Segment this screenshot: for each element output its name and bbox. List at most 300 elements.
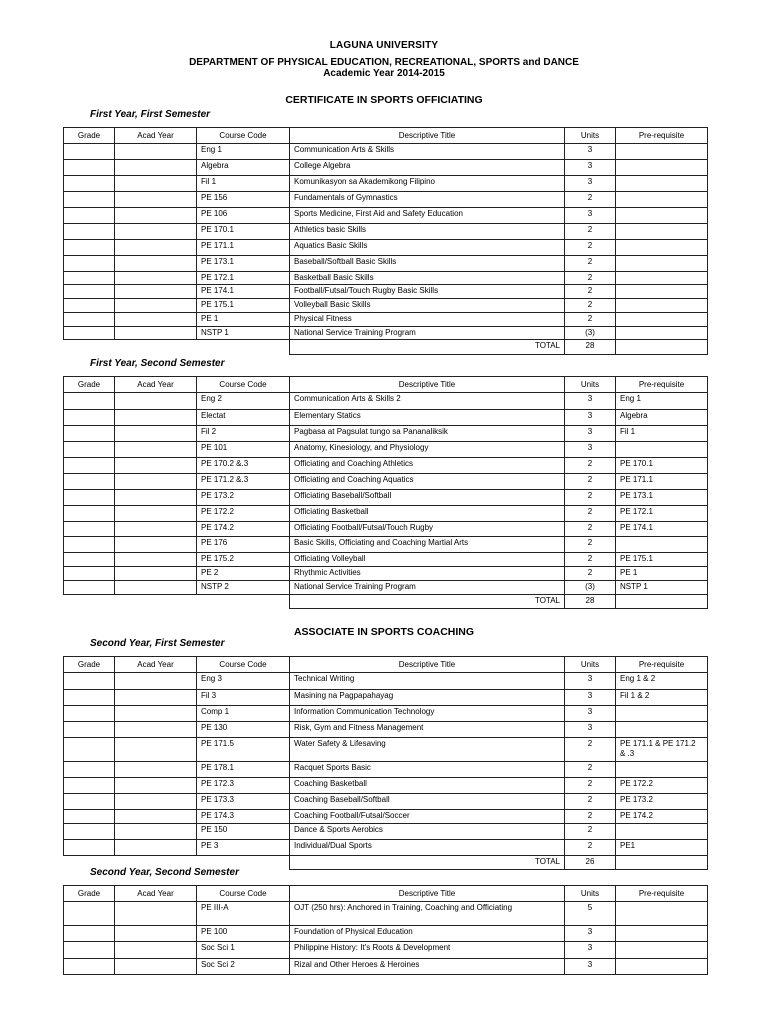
descriptive-title: Komunikasyon sa Akademikong Filipino <box>290 176 565 192</box>
grade-cell[interactable] <box>64 824 115 840</box>
acad-year-cell[interactable] <box>115 313 197 327</box>
semester-title: First Year, First Semester <box>90 109 211 120</box>
descriptive-title: Basic Skills, Officiating and Coaching Martial Arts <box>290 537 565 553</box>
total-label: TOTAL <box>290 595 565 609</box>
units-cell: 3 <box>565 208 616 224</box>
course-code: PE 175.2 <box>197 553 290 567</box>
grade-cell[interactable] <box>64 272 115 285</box>
table-row <box>64 208 708 224</box>
table-row <box>64 240 708 256</box>
units-cell: 3 <box>565 176 616 192</box>
units-cell: 2 <box>565 810 616 824</box>
acad-year-cell[interactable] <box>115 426 197 442</box>
descriptive-title: Officiating Volleyball <box>290 553 565 567</box>
grade-cell[interactable] <box>64 926 115 942</box>
column-header: Grade <box>64 377 115 393</box>
acad-year-cell[interactable] <box>115 690 197 706</box>
units-cell: 2 <box>565 567 616 581</box>
prerequisite-cell: Algebra <box>616 410 708 426</box>
table-row <box>64 824 708 840</box>
grade-cell[interactable] <box>64 840 115 856</box>
descriptive-title: Pagbasa at Pagsulat tungo sa Pananaliksik <box>290 426 565 442</box>
prerequisite-cell: PE 1 <box>616 567 708 581</box>
course-code: Fil 2 <box>197 426 290 442</box>
prerequisite-cell <box>616 926 708 942</box>
acad-year-cell[interactable] <box>115 762 197 778</box>
grade-cell[interactable] <box>64 690 115 706</box>
descriptive-title: National Service Training Program <box>290 327 565 340</box>
units-cell: 2 <box>565 272 616 285</box>
units-cell: 3 <box>565 690 616 706</box>
descriptive-title: Masining na Pagpapahayag <box>290 690 565 706</box>
total-units: 28 <box>565 340 616 355</box>
total-label: TOTAL <box>290 340 565 355</box>
descriptive-title: Baseball/Softball Basic Skills <box>290 256 565 272</box>
descriptive-title: Sports Medicine, First Aid and Safety Education <box>290 208 565 224</box>
course-code: PE 150 <box>197 824 290 840</box>
table-header-row <box>64 657 708 673</box>
semester-title: Second Year, Second Semester <box>90 867 239 878</box>
prerequisite-cell <box>616 160 708 176</box>
grade-cell[interactable] <box>64 506 115 522</box>
grade-cell[interactable] <box>64 224 115 240</box>
table-header-row <box>64 128 708 144</box>
table-row <box>64 313 708 327</box>
units-cell: 3 <box>565 160 616 176</box>
grade-cell[interactable] <box>64 313 115 327</box>
descriptive-title: Rhythmic Activities <box>290 567 565 581</box>
descriptive-title: Information Communication Technology <box>290 706 565 722</box>
acad-year-cell[interactable] <box>115 673 197 690</box>
acad-year-cell[interactable] <box>115 393 197 410</box>
units-cell: 2 <box>565 299 616 313</box>
course-code: PE 172.2 <box>197 506 290 522</box>
grade-cell[interactable] <box>64 778 115 794</box>
units-cell: 3 <box>565 942 616 959</box>
course-code: PE 101 <box>197 442 290 458</box>
acad-year-cell[interactable] <box>115 840 197 856</box>
column-header: Units <box>565 886 616 902</box>
column-header: Units <box>565 128 616 144</box>
acad-year-cell[interactable] <box>115 224 197 240</box>
table-row <box>64 272 708 285</box>
grade-cell[interactable] <box>64 959 115 975</box>
table-row <box>64 299 708 313</box>
descriptive-title: Racquet Sports Basic <box>290 762 565 778</box>
column-header: Grade <box>64 657 115 673</box>
acad-year-cell[interactable] <box>115 942 197 959</box>
acad-year-cell[interactable] <box>115 285 197 299</box>
grade-cell[interactable] <box>64 285 115 299</box>
prerequisite-cell <box>616 240 708 256</box>
grade-cell[interactable] <box>64 176 115 192</box>
university-name: LAGUNA UNIVERSITY <box>329 40 439 51</box>
course-table <box>63 376 708 609</box>
grade-cell[interactable] <box>64 522 115 537</box>
acad-year-cell[interactable] <box>115 794 197 810</box>
grade-cell[interactable] <box>64 327 115 340</box>
table-row <box>64 840 708 856</box>
acad-year-cell[interactable] <box>115 299 197 313</box>
grade-cell[interactable] <box>64 490 115 506</box>
units-cell: 2 <box>565 490 616 506</box>
prerequisite-cell <box>616 208 708 224</box>
semester-title: Second Year, First Semester <box>90 638 225 649</box>
column-header: Descriptive Title <box>290 886 565 902</box>
descriptive-title: Coaching Basketball <box>290 778 565 794</box>
course-code: PE 106 <box>197 208 290 224</box>
grade-cell[interactable] <box>64 537 115 553</box>
grade-cell[interactable] <box>64 762 115 778</box>
descriptive-title: Philippine History: It's Roots & Development <box>290 942 565 959</box>
prerequisite-cell: PE 172.2 <box>616 778 708 794</box>
course-code: NSTP 1 <box>197 327 290 340</box>
units-cell: 2 <box>565 778 616 794</box>
acad-year-cell[interactable] <box>115 810 197 824</box>
course-code: Soc Sci 1 <box>197 942 290 959</box>
descriptive-title: Dance & Sports Aerobics <box>290 824 565 840</box>
total-units: 26 <box>565 856 616 870</box>
course-code: PE 1 <box>197 313 290 327</box>
prerequisite-cell: PE1 <box>616 840 708 856</box>
course-code: NSTP 2 <box>197 581 290 595</box>
grade-cell[interactable] <box>64 474 115 490</box>
descriptive-title: Physical Fitness <box>290 313 565 327</box>
acad-year-cell[interactable] <box>115 176 197 192</box>
acad-year-cell[interactable] <box>115 192 197 208</box>
table-row <box>64 581 708 595</box>
table-row <box>64 762 708 778</box>
course-code: PE 173.2 <box>197 490 290 506</box>
grade-cell[interactable] <box>64 581 115 595</box>
units-cell: 2 <box>565 192 616 208</box>
table-row <box>64 537 708 553</box>
acad-year-cell[interactable] <box>115 778 197 794</box>
course-code: PE 130 <box>197 722 290 738</box>
prerequisite-cell <box>616 824 708 840</box>
column-header: Course Code <box>197 377 290 393</box>
acad-year-cell[interactable] <box>115 959 197 975</box>
descriptive-title: OJT (250 hrs): Anchored in Training, Coaching and Officiating <box>290 902 565 926</box>
course-code: PE 170.1 <box>197 224 290 240</box>
descriptive-title: Football/Futsal/Touch Rugby Basic Skills <box>290 285 565 299</box>
grade-cell[interactable] <box>64 410 115 426</box>
prerequisite-cell <box>616 299 708 313</box>
acad-year-cell[interactable] <box>115 537 197 553</box>
prerequisite-cell <box>616 313 708 327</box>
column-header: Pre-requisite <box>616 128 708 144</box>
grade-cell[interactable] <box>64 208 115 224</box>
course-code: Algebra <box>197 160 290 176</box>
descriptive-title: Aquatics Basic Skills <box>290 240 565 256</box>
acad-year-cell[interactable] <box>115 208 197 224</box>
acad-year-cell[interactable] <box>115 160 197 176</box>
units-cell: 2 <box>565 285 616 299</box>
grade-cell[interactable] <box>64 738 115 762</box>
units-cell: 3 <box>565 410 616 426</box>
grade-cell[interactable] <box>64 160 115 176</box>
course-code: PE 178.1 <box>197 762 290 778</box>
total-spacer <box>64 340 290 355</box>
total-label: TOTAL <box>290 856 565 870</box>
table-row <box>64 738 708 762</box>
acad-year-cell[interactable] <box>115 522 197 537</box>
grade-cell[interactable] <box>64 553 115 567</box>
prerequisite-cell: Eng 1 & 2 <box>616 673 708 690</box>
prerequisite-cell: Fil 1 <box>616 426 708 442</box>
units-cell: 2 <box>565 458 616 474</box>
course-code: Eng 1 <box>197 144 290 160</box>
course-code: PE 2 <box>197 567 290 581</box>
table-row <box>64 144 708 160</box>
descriptive-title: Water Safety & Lifesaving <box>290 738 565 762</box>
course-code: PE 171.2 &.3 <box>197 474 290 490</box>
descriptive-title: Risk, Gym and Fitness Management <box>290 722 565 738</box>
units-cell: 2 <box>565 840 616 856</box>
descriptive-title: College Algebra <box>290 160 565 176</box>
column-header: Acad Year <box>115 377 197 393</box>
course-code: PE 171.5 <box>197 738 290 762</box>
acad-year-cell[interactable] <box>115 506 197 522</box>
course-code: PE 174.1 <box>197 285 290 299</box>
acad-year-cell[interactable] <box>115 553 197 567</box>
table-row <box>64 673 708 690</box>
units-cell: 2 <box>565 474 616 490</box>
acad-year-cell[interactable] <box>115 581 197 595</box>
units-cell: (3) <box>565 581 616 595</box>
course-table <box>63 656 708 870</box>
total-spacer <box>64 595 290 609</box>
table-row <box>64 285 708 299</box>
grade-cell[interactable] <box>64 810 115 824</box>
total-row <box>64 340 708 355</box>
course-code: PE 171.1 <box>197 240 290 256</box>
acad-year-cell[interactable] <box>115 722 197 738</box>
course-code: Eng 2 <box>197 393 290 410</box>
prerequisite-cell <box>616 706 708 722</box>
course-code: PE 173.1 <box>197 256 290 272</box>
grade-cell[interactable] <box>64 673 115 690</box>
prerequisite-cell: Fil 1 & 2 <box>616 690 708 706</box>
acad-year-cell[interactable] <box>115 824 197 840</box>
prerequisite-cell: NSTP 1 <box>616 581 708 595</box>
units-cell: 3 <box>565 426 616 442</box>
acad-year-cell[interactable] <box>115 490 197 506</box>
descriptive-title: Technical Writing <box>290 673 565 690</box>
table-row <box>64 959 708 975</box>
column-header: Units <box>565 377 616 393</box>
descriptive-title: Officiating and Coaching Aquatics <box>290 474 565 490</box>
units-cell: 2 <box>565 224 616 240</box>
acad-year-cell[interactable] <box>115 442 197 458</box>
grade-cell[interactable] <box>64 426 115 442</box>
prerequisite-cell <box>616 256 708 272</box>
column-header: Course Code <box>197 886 290 902</box>
table-row <box>64 442 708 458</box>
table-row <box>64 474 708 490</box>
column-header: Descriptive Title <box>290 128 565 144</box>
table-row <box>64 942 708 959</box>
units-cell: 3 <box>565 393 616 410</box>
grade-cell[interactable] <box>64 393 115 410</box>
acad-year-cell[interactable] <box>115 272 197 285</box>
prerequisite-cell: PE 175.1 <box>616 553 708 567</box>
column-header: Pre-requisite <box>616 657 708 673</box>
descriptive-title: Officiating Basketball <box>290 506 565 522</box>
grade-cell[interactable] <box>64 902 115 926</box>
course-table <box>63 885 708 975</box>
course-code: PE 174.2 <box>197 522 290 537</box>
prerequisite-cell <box>616 144 708 160</box>
acad-year-cell[interactable] <box>115 902 197 926</box>
acad-year-cell[interactable] <box>115 256 197 272</box>
table-row <box>64 192 708 208</box>
descriptive-title: Individual/Dual Sports <box>290 840 565 856</box>
acad-year-cell[interactable] <box>115 327 197 340</box>
total-row <box>64 595 708 609</box>
column-header: Pre-requisite <box>616 886 708 902</box>
table-row <box>64 506 708 522</box>
course-code: PE 174.3 <box>197 810 290 824</box>
descriptive-title: Communication Arts & Skills <box>290 144 565 160</box>
course-code: PE 175.1 <box>197 299 290 313</box>
descriptive-title: National Service Training Program <box>290 581 565 595</box>
course-code: PE 170.2 &.3 <box>197 458 290 474</box>
prerequisite-cell: PE 171.1 & PE 171.2 & .3 <box>616 738 708 762</box>
acad-year-cell[interactable] <box>115 144 197 160</box>
descriptive-title: Coaching Baseball/Softball <box>290 794 565 810</box>
units-cell: 2 <box>565 738 616 762</box>
table-row <box>64 706 708 722</box>
prerequisite-cell <box>616 959 708 975</box>
table-row <box>64 794 708 810</box>
acad-year-cell[interactable] <box>115 567 197 581</box>
course-code: Comp 1 <box>197 706 290 722</box>
prerequisite-cell <box>616 176 708 192</box>
semester-title: First Year, Second Semester <box>90 358 225 369</box>
descriptive-title: Officiating and Coaching Athletics <box>290 458 565 474</box>
prerequisite-cell: PE 170.1 <box>616 458 708 474</box>
table-row <box>64 490 708 506</box>
total-prereq-cell <box>616 856 708 870</box>
prerequisite-cell: PE 171.1 <box>616 474 708 490</box>
table-row <box>64 567 708 581</box>
prerequisite-cell <box>616 942 708 959</box>
column-header: Pre-requisite <box>616 377 708 393</box>
grade-cell[interactable] <box>64 722 115 738</box>
acad-year-cell[interactable] <box>115 458 197 474</box>
prerequisite-cell: PE 173.1 <box>616 490 708 506</box>
units-cell: 2 <box>565 762 616 778</box>
prerequisite-cell <box>616 762 708 778</box>
table-row <box>64 926 708 942</box>
units-cell: 3 <box>565 926 616 942</box>
column-header: Grade <box>64 886 115 902</box>
units-cell: 3 <box>565 722 616 738</box>
prerequisite-cell <box>616 192 708 208</box>
grade-cell[interactable] <box>64 256 115 272</box>
course-table <box>63 127 708 355</box>
units-cell: 3 <box>565 673 616 690</box>
acad-year-cell[interactable] <box>115 738 197 762</box>
course-code: Fil 1 <box>197 176 290 192</box>
grade-cell[interactable] <box>64 240 115 256</box>
course-code: PE 173.3 <box>197 794 290 810</box>
table-row <box>64 410 708 426</box>
grade-cell[interactable] <box>64 706 115 722</box>
table-row <box>64 458 708 474</box>
table-row <box>64 176 708 192</box>
column-header: Grade <box>64 128 115 144</box>
units-cell: 3 <box>565 442 616 458</box>
acad-year-cell[interactable] <box>115 240 197 256</box>
descriptive-title: Elementary Statics <box>290 410 565 426</box>
grade-cell[interactable] <box>64 144 115 160</box>
course-code: PE III-A <box>197 902 290 926</box>
descriptive-title: Anatomy, Kinesiology, and Physiology <box>290 442 565 458</box>
course-code: Eng 3 <box>197 673 290 690</box>
table-header-row <box>64 886 708 902</box>
total-prereq-cell <box>616 595 708 609</box>
descriptive-title: Athletics basic Skills <box>290 224 565 240</box>
table-row <box>64 426 708 442</box>
prerequisite-cell <box>616 537 708 553</box>
department-name: DEPARTMENT OF PHYSICAL EDUCATION, RECREATIONAL, SPORTS and DANCE <box>189 57 579 68</box>
units-cell: 2 <box>565 522 616 537</box>
descriptive-title: Officiating Baseball/Softball <box>290 490 565 506</box>
grade-cell[interactable] <box>64 299 115 313</box>
course-code: PE 3 <box>197 840 290 856</box>
table-header-row <box>64 377 708 393</box>
grade-cell[interactable] <box>64 794 115 810</box>
grade-cell[interactable] <box>64 942 115 959</box>
prerequisite-cell <box>616 285 708 299</box>
course-code: Soc Sci 2 <box>197 959 290 975</box>
column-header: Units <box>565 657 616 673</box>
total-units: 28 <box>565 595 616 609</box>
table-row <box>64 160 708 176</box>
prerequisite-cell <box>616 327 708 340</box>
acad-year-cell[interactable] <box>115 474 197 490</box>
units-cell: 3 <box>565 144 616 160</box>
table-row <box>64 778 708 794</box>
grade-cell[interactable] <box>64 192 115 208</box>
table-row <box>64 256 708 272</box>
grade-cell[interactable] <box>64 442 115 458</box>
grade-cell[interactable] <box>64 458 115 474</box>
acad-year-cell[interactable] <box>115 706 197 722</box>
course-code: PE 176 <box>197 537 290 553</box>
column-header: Descriptive Title <box>290 377 565 393</box>
column-header: Acad Year <box>115 886 197 902</box>
total-prereq-cell <box>616 340 708 355</box>
units-cell: 2 <box>565 240 616 256</box>
column-header: Descriptive Title <box>290 657 565 673</box>
acad-year-cell[interactable] <box>115 410 197 426</box>
grade-cell[interactable] <box>64 567 115 581</box>
prerequisite-cell <box>616 902 708 926</box>
units-cell: 2 <box>565 824 616 840</box>
academic-year: Academic Year 2014-2015 <box>323 68 445 79</box>
prerequisite-cell: PE 174.1 <box>616 522 708 537</box>
acad-year-cell[interactable] <box>115 926 197 942</box>
table-row <box>64 327 708 340</box>
prerequisite-cell <box>616 442 708 458</box>
units-cell: (3) <box>565 327 616 340</box>
prerequisite-cell: Eng 1 <box>616 393 708 410</box>
descriptive-title: Rizal and Other Heroes & Heroines <box>290 959 565 975</box>
program-title-certificate: CERTIFICATE IN SPORTS OFFICIATING <box>285 94 483 106</box>
